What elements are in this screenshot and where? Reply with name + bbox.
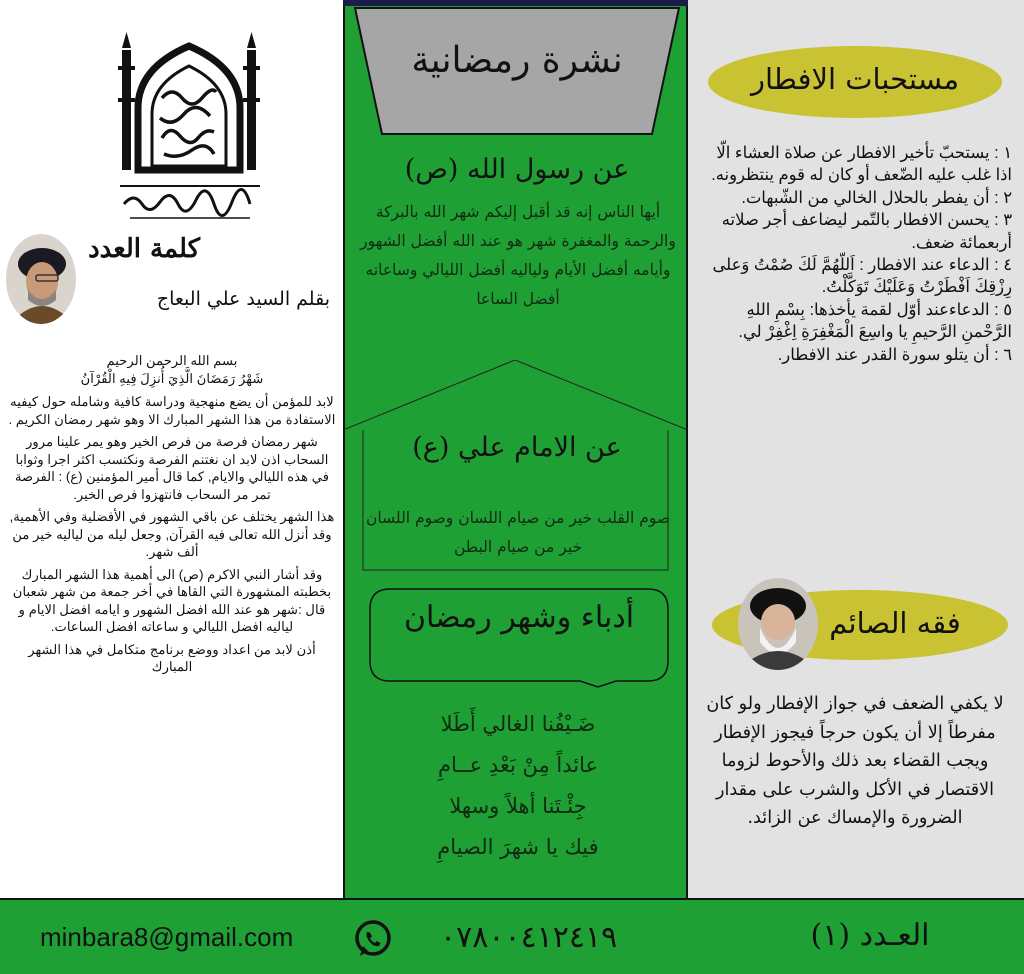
poetry-section-title: أدباء وشهر رمضان [403, 600, 635, 635]
poem [360, 704, 676, 868]
hadith-text-prophet: أيها الناس إنه قد أقبل إليكم شهر الله بالبركة والرحمة والمغفرة شهر هو عند الله أفضل الشهور وأيامه أفضل الأيام ولياليه أفضل الليالي وساعاته أفضل الساعا [360, 203, 676, 308]
list-item: ٥ : الدعاءعند أوّل لقمة يأخذها: بِسْمِ اللهِ الرَّحْمنِ الرَّحيمِ يا واسِعَ الْمَغْفِرَةِ اِغْفِرْ لي. [738, 300, 1012, 342]
scholar-portrait [738, 578, 818, 670]
editorial-paragraph: هذا الشهر يختلف عن باقي الشهور في الأفضلية وفي الأهمية, وقد أنزل الله تعالى فيه القرآن, وجعل ليله من لياليه خير من ألف شهر. [9, 509, 335, 559]
list-item: ١ : يستحبّ تأخير الافطار عن صلاة العشاء الّا اذا غلب عليه الضّعف أو كان له قوم ينتظرونه. [711, 144, 1012, 185]
institution-logo [100, 28, 278, 228]
iftar-list [700, 142, 1012, 366]
whatsapp-icon [352, 918, 394, 960]
issue-number: العـدد (١) [810, 918, 930, 953]
editorial-paragraph: شهر رمضان فرصة من فرص الخير وهو يمر علينا مرور السحاب اذن لابد ان نغتنم الفرصة ونكتسب اكثر اجرا وثوابا في هذه الليالي والايام, كما قال أمير المؤمنين (ع) : الفرصة تمر مر السحاب فانتهزوا فرص الخير. [14, 434, 330, 502]
list-item: ٣ : يحسن الافطار بالتّمر ليضاعف أجر صلاته أربعمائة ضعف. [721, 211, 1012, 252]
poem-line: جِئْـتَنا أهلاً وسهلا [449, 794, 587, 818]
poem-line: عائداً مِنْ بَعْدِ عــامِ [437, 753, 599, 777]
editorial-paragraph: وقد أشار النبي الاكرم (ص) الى أهمية هذا الشهر المبارك بخطبته المشهورة التي القاها في أخر جمعة من شهر شعبان قال :شهر هو عند الله افضل الشهور و ايامه افضل الايام و لياليه افضل الليالي و ساعاته افضل الساعات. [12, 566, 332, 634]
newsletter-title: نشرة رمضانية [411, 40, 623, 81]
hadith-text-imam: صوم القلب خير من صيام اللسان وصوم اللسان خير من صيام البطن [366, 509, 670, 556]
fiqh-text: لا يكفي الضعف في جواز الإفطار ولو كان مفرطاً إلا أن يكون حرجاً فيجوز الإفطار ويجب القضاء بعد ذلك والأحوط لزوما الاقتصار في الأكل والشرب على مقدار الضرورة والإمساك عن الزائد. [706, 694, 1004, 828]
editorial-title: كلمة العدد [88, 234, 200, 264]
hadith-heading-imam: عن الامام علي (ع) [412, 432, 622, 463]
contact-phone[interactable]: ٠٧٨٠٠٤١٢٤١٩ [440, 920, 618, 955]
author-portrait [6, 234, 76, 324]
editorial-paragraph: أذن لابد من اعداد ووضع برنامج متكامل في هذا الشهر المبارك [28, 641, 316, 674]
footer [0, 898, 1024, 974]
editorial-paragraph: بسم الله الرحمن الرحيم [106, 353, 238, 368]
editorial-author: بقلم السيد علي البعاج [156, 288, 330, 310]
iftar-title: مستحبات الافطار [750, 62, 960, 96]
editorial-paragraph: شَهْرُ رَمَضَانَ الَّذِيَ أُنزِلَ فِيهِ الْقُرْآنُ [80, 370, 264, 386]
poem-line: ضَـيْفُنا الغالي أَطَلا [440, 712, 596, 736]
editorial-body [8, 352, 336, 681]
fiqh-title: فقه الصائم [829, 606, 961, 640]
contact-email[interactable]: minbara8@gmail.com [40, 922, 294, 952]
list-item: ٦ : أن يتلو سورة القدر عند الافطار. [777, 345, 1012, 364]
poem-line: فيك يا شهرَ الصيامِ [437, 835, 599, 859]
editorial-paragraph: لابد للمؤمن أن يضع منهجية ودراسة كافية وشامله حول كيفيه الاستفادة من هذا الشهر المبارك الا وهو شهر رمضان الكريم . [8, 394, 336, 427]
hadith-heading-prophet: عن رسول الله (ص) [404, 154, 630, 185]
list-item: ٢ : أن يفطر بالحلال الخالي من الشّبهات. [741, 188, 1012, 207]
list-item: ٤ : الدعاء عند الافطار : اَللّهُمَّ لَكَ صُمْتُ وَعلى رِزْقِكَ اَفْطَرْتُ وَعَلَيْكَ تَوَكَّلْتُ. [712, 256, 1012, 297]
